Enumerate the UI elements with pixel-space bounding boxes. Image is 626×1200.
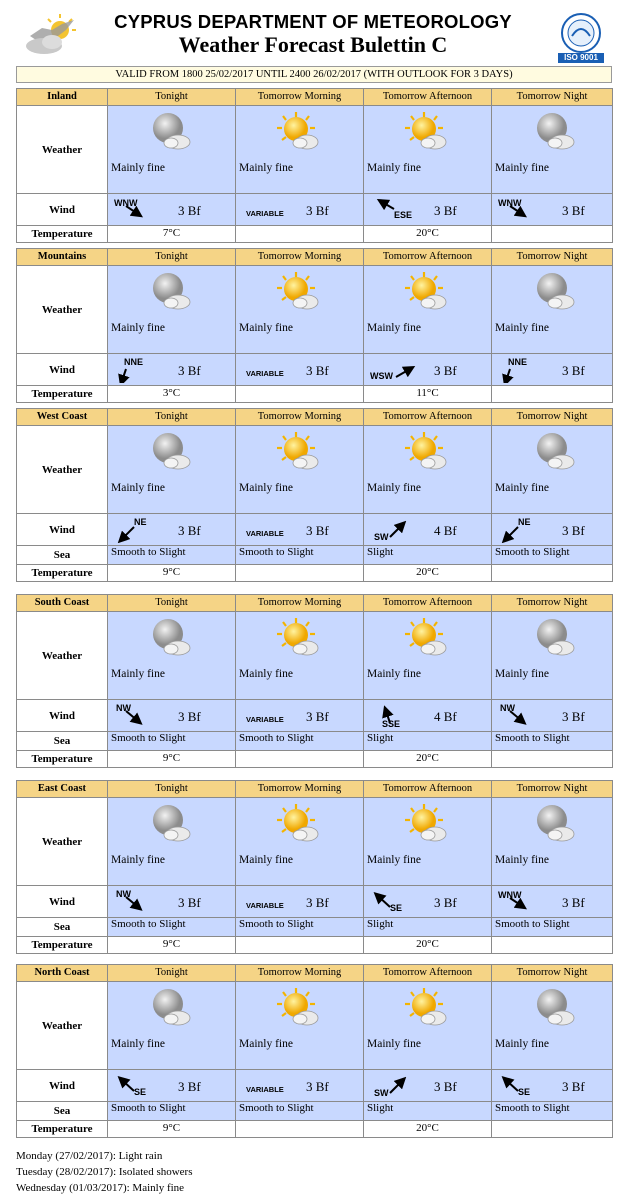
weather-cell	[236, 426, 364, 514]
sea-state: Smooth to Slight	[236, 546, 364, 565]
wind-force: 3 Bf	[306, 363, 329, 378]
validity-banner: VALID FROM 1800 25/02/2017 UNTIL 2400 26/02/2017 (WITH OUTLOOK FOR 3 DAYS)	[16, 66, 612, 83]
wind-direction-label: WNW	[114, 198, 138, 208]
period-header: Tomorrow Afternoon	[364, 409, 492, 426]
moon-cloud-icon	[532, 111, 578, 151]
weather-cell	[236, 798, 364, 886]
region-name: Mountains	[17, 249, 108, 266]
weather-text: Mainly fine	[495, 482, 549, 494]
temperature-day: 20°C	[364, 1121, 492, 1138]
moon-cloud-icon	[148, 803, 194, 843]
weather-text: Mainly fine	[495, 1038, 549, 1050]
wind-direction-label: WNW	[498, 198, 522, 208]
wind-direction-indicator	[496, 703, 546, 729]
sun-cloud-icon	[404, 431, 450, 471]
wind-cell	[236, 194, 364, 226]
wind-direction-label: VARIABLE	[246, 369, 284, 378]
wind-direction-indicator	[240, 703, 290, 729]
sun-cloud-icon	[276, 617, 322, 657]
period-header: Tomorrow Afternoon	[364, 249, 492, 266]
wind-cell	[364, 514, 492, 546]
wind-direction-indicator	[112, 1073, 162, 1099]
weather-cell	[236, 266, 364, 354]
wind-direction-label: SSE	[382, 719, 401, 729]
region-name: South Coast	[17, 595, 108, 612]
period-header: Tonight	[108, 89, 236, 106]
wind-direction-indicator	[112, 197, 162, 223]
weather-text: Mainly fine	[495, 322, 549, 334]
wind-force: 3 Bf	[434, 895, 457, 910]
wind-cell	[492, 194, 613, 226]
outlook-day-1: Monday (27/02/2017): Light rain	[16, 1150, 163, 1162]
period-header: Tonight	[108, 965, 236, 982]
weather-text: Mainly fine	[367, 482, 421, 494]
temperature-day: 11°C	[364, 386, 492, 403]
wind-direction-indicator	[368, 357, 418, 383]
wind-direction-label: VARIABLE	[246, 901, 284, 910]
sun-cloud-icon	[276, 803, 322, 843]
temperature-label: Temperature	[17, 937, 108, 954]
period-header: Tomorrow Night	[492, 781, 613, 798]
wind-direction-indicator	[368, 517, 418, 543]
weather-cell	[364, 106, 492, 194]
wind-direction-indicator	[112, 357, 162, 383]
temperature-empty	[492, 386, 613, 403]
period-header: Tomorrow Morning	[236, 249, 364, 266]
temperature-label: Temperature	[17, 565, 108, 582]
weather-text: Mainly fine	[111, 854, 165, 866]
sea-state: Smooth to Slight	[492, 546, 613, 565]
temperature-day: 20°C	[364, 226, 492, 243]
wind-force: 3 Bf	[562, 1079, 585, 1094]
moon-cloud-icon	[148, 431, 194, 471]
temperature-empty	[492, 937, 613, 954]
wind-cell	[108, 1070, 236, 1102]
wind-force: 3 Bf	[562, 203, 585, 218]
outlook-day-3: Wednesday (01/03/2017): Mainly fine	[16, 1182, 185, 1194]
organization-name: CYPRUS DEPARTMENT OF METEOROLOGY	[114, 11, 512, 32]
wind-direction-indicator	[112, 517, 162, 543]
weather-cell	[492, 612, 613, 700]
weather-text: Mainly fine	[111, 482, 165, 494]
temperature-empty	[492, 226, 613, 243]
wind-force: 3 Bf	[178, 523, 201, 538]
wind-direction-indicator	[240, 1073, 290, 1099]
temperature-night: 3°C	[108, 386, 236, 403]
moon-cloud-icon	[532, 271, 578, 311]
sun-cloud-icon	[276, 431, 322, 471]
sun-cloud-icon	[404, 271, 450, 311]
wind-label: Wind	[17, 354, 108, 386]
wind-direction-label: NW	[500, 703, 515, 713]
period-header: Tomorrow Morning	[236, 595, 364, 612]
period-header: Tonight	[108, 409, 236, 426]
weather-text: Mainly fine	[367, 322, 421, 334]
sea-state: Smooth to Slight	[236, 1102, 364, 1121]
weather-cell	[492, 982, 613, 1070]
wind-force: 3 Bf	[178, 203, 201, 218]
wind-cell	[108, 354, 236, 386]
wind-label: Wind	[17, 1070, 108, 1102]
period-header: Tomorrow Morning	[236, 89, 364, 106]
moon-cloud-icon	[148, 987, 194, 1027]
sea-state: Smooth to Slight	[108, 918, 236, 937]
wind-force: 3 Bf	[306, 523, 329, 538]
region-section-mountains	[16, 248, 612, 403]
sun-cloud-icon	[404, 803, 450, 843]
moon-cloud-icon	[532, 617, 578, 657]
wind-direction-label: VARIABLE	[246, 1085, 284, 1094]
wind-force: 3 Bf	[178, 895, 201, 910]
weather-text: Mainly fine	[367, 854, 421, 866]
moon-cloud-icon	[148, 617, 194, 657]
weather-text: Mainly fine	[239, 322, 293, 334]
period-header: Tomorrow Afternoon	[364, 965, 492, 982]
wind-direction-label: NW	[116, 703, 131, 713]
moon-cloud-icon	[532, 803, 578, 843]
weather-text: Mainly fine	[239, 854, 293, 866]
weather-text: Mainly fine	[495, 162, 549, 174]
period-header: Tomorrow Morning	[236, 965, 364, 982]
wind-cell	[236, 354, 364, 386]
weather-cell	[108, 106, 236, 194]
sea-state: Smooth to Slight	[492, 918, 613, 937]
temperature-empty	[492, 751, 613, 768]
wind-cell	[364, 1070, 492, 1102]
wind-label: Wind	[17, 886, 108, 918]
temperature-night: 9°C	[108, 1121, 236, 1138]
weather-cell	[108, 426, 236, 514]
page-header	[0, 0, 626, 62]
wind-direction-label: VARIABLE	[246, 715, 284, 724]
weather-cell	[108, 798, 236, 886]
outlook-day-2: Tuesday (28/02/2017): Isolated showers	[16, 1166, 193, 1178]
sea-state: Slight	[364, 1102, 492, 1121]
temperature-label: Temperature	[17, 226, 108, 243]
sun-cloud-icon	[404, 617, 450, 657]
weather-text: Mainly fine	[367, 162, 421, 174]
wind-force: 4 Bf	[434, 523, 457, 538]
wind-direction-indicator	[496, 357, 546, 383]
wind-direction-label: SW	[374, 532, 389, 542]
weather-text: Mainly fine	[111, 162, 165, 174]
sea-state: Slight	[364, 918, 492, 937]
sun-cloud-icon	[276, 987, 322, 1027]
wind-direction-indicator	[112, 703, 162, 729]
weather-label: Weather	[17, 426, 108, 514]
wind-cell	[492, 1070, 613, 1102]
wind-direction-indicator	[112, 889, 162, 915]
wind-label: Wind	[17, 194, 108, 226]
sun-cloud-icon	[404, 987, 450, 1027]
wind-force: 3 Bf	[562, 523, 585, 538]
wind-cell	[236, 700, 364, 732]
wind-direction-label: VARIABLE	[246, 529, 284, 538]
weather-label: Weather	[17, 612, 108, 700]
weather-text: Mainly fine	[239, 668, 293, 680]
wind-direction-indicator	[368, 1073, 418, 1099]
wind-force: 3 Bf	[434, 363, 457, 378]
wind-direction-indicator	[496, 517, 546, 543]
weather-label: Weather	[17, 798, 108, 886]
wind-force: 3 Bf	[434, 1079, 457, 1094]
region-section-south-coast	[16, 594, 612, 768]
weather-text: Mainly fine	[367, 668, 421, 680]
sea-state: Smooth to Slight	[108, 732, 236, 751]
temperature-label: Temperature	[17, 386, 108, 403]
wind-cell	[236, 1070, 364, 1102]
wind-force: 3 Bf	[178, 363, 201, 378]
period-header: Tomorrow Afternoon	[364, 781, 492, 798]
period-header: Tomorrow Afternoon	[364, 595, 492, 612]
wind-direction-label: SW	[374, 1088, 389, 1098]
weather-cell	[364, 982, 492, 1070]
wind-direction-label: NE	[518, 517, 531, 527]
sea-state: Slight	[364, 732, 492, 751]
wind-force: 3 Bf	[178, 1079, 201, 1094]
sea-state: Smooth to Slight	[108, 546, 236, 565]
wind-direction-label: NE	[134, 517, 147, 527]
weather-cell	[492, 266, 613, 354]
temperature-label: Temperature	[17, 751, 108, 768]
wind-force: 3 Bf	[562, 363, 585, 378]
temperature-day: 20°C	[364, 937, 492, 954]
region-name: North Coast	[17, 965, 108, 982]
weather-text: Mainly fine	[495, 854, 549, 866]
weather-text: Mainly fine	[495, 668, 549, 680]
sea-label: Sea	[17, 1102, 108, 1121]
temperature-empty	[236, 386, 364, 403]
wind-direction-indicator	[368, 197, 418, 223]
wind-direction-label: SE	[134, 1087, 147, 1097]
sea-state: Smooth to Slight	[236, 732, 364, 751]
period-header: Tomorrow Morning	[236, 781, 364, 798]
wind-direction-label: WSW	[370, 371, 393, 381]
weather-cell	[364, 798, 492, 886]
wind-direction-label: NNE	[124, 357, 144, 367]
temperature-empty	[492, 1121, 613, 1138]
wind-direction-label: WNW	[498, 890, 522, 900]
wind-cell	[108, 194, 236, 226]
wind-direction-label: NW	[116, 889, 131, 899]
wind-direction-indicator	[496, 197, 546, 223]
moon-cloud-icon	[532, 431, 578, 471]
wind-cell	[236, 514, 364, 546]
sea-state: Smooth to Slight	[492, 1102, 613, 1121]
wind-direction-label: NNE	[508, 357, 528, 367]
temperature-night: 9°C	[108, 937, 236, 954]
bulletin-title: Weather Forecast Bulettin C	[178, 32, 448, 57]
moon-cloud-icon	[148, 111, 194, 151]
wind-direction-indicator	[240, 197, 290, 223]
weather-text: Mainly fine	[239, 1038, 293, 1050]
sun-cloud-icon	[276, 111, 322, 151]
wind-force: 3 Bf	[306, 709, 329, 724]
wind-force: 3 Bf	[306, 895, 329, 910]
temperature-empty	[236, 565, 364, 582]
wind-cell	[492, 354, 613, 386]
weather-cell	[492, 798, 613, 886]
region-name: Inland	[17, 89, 108, 106]
temperature-label: Temperature	[17, 1121, 108, 1138]
weather-text: Mainly fine	[367, 1038, 421, 1050]
wind-direction-indicator	[240, 357, 290, 383]
wind-direction-indicator	[368, 703, 418, 729]
weather-label: Weather	[17, 106, 108, 194]
wind-cell	[492, 886, 613, 918]
weather-cell	[364, 266, 492, 354]
wind-cell	[364, 886, 492, 918]
wind-force: 3 Bf	[306, 1079, 329, 1094]
sun-cloud-icon	[404, 111, 450, 151]
period-header: Tomorrow Night	[492, 249, 613, 266]
moon-cloud-icon	[532, 987, 578, 1027]
period-header: Tonight	[108, 595, 236, 612]
region-section-west-coast	[16, 408, 612, 582]
wind-direction-label: VARIABLE	[246, 209, 284, 218]
wind-force: 3 Bf	[178, 709, 201, 724]
wind-direction-label: ESE	[394, 210, 413, 220]
wind-force: 3 Bf	[562, 895, 585, 910]
weather-text: Mainly fine	[239, 482, 293, 494]
period-header: Tomorrow Night	[492, 89, 613, 106]
weather-text: Mainly fine	[239, 162, 293, 174]
wind-cell	[364, 194, 492, 226]
weather-cell	[492, 106, 613, 194]
weather-cell	[236, 106, 364, 194]
sun-cloud-icon	[276, 271, 322, 311]
wind-direction-indicator	[496, 889, 546, 915]
region-name: West Coast	[17, 409, 108, 426]
wind-cell	[492, 514, 613, 546]
weather-label: Weather	[17, 266, 108, 354]
wind-direction-indicator	[240, 889, 290, 915]
weather-label: Weather	[17, 982, 108, 1070]
period-header: Tomorrow Night	[492, 409, 613, 426]
period-header: Tonight	[108, 249, 236, 266]
sea-state: Smooth to Slight	[236, 918, 364, 937]
period-header: Tonight	[108, 781, 236, 798]
wind-cell	[108, 700, 236, 732]
wind-cell	[108, 514, 236, 546]
sea-label: Sea	[17, 918, 108, 937]
wind-direction-indicator	[496, 1073, 546, 1099]
sea-label: Sea	[17, 546, 108, 565]
weather-cell	[236, 982, 364, 1070]
wind-force: 4 Bf	[434, 709, 457, 724]
weather-text: Mainly fine	[111, 668, 165, 680]
temperature-empty	[236, 226, 364, 243]
wind-force: 3 Bf	[434, 203, 457, 218]
temperature-night: 9°C	[108, 751, 236, 768]
temperature-day: 20°C	[364, 751, 492, 768]
iso-label: ISO 9001	[564, 53, 598, 62]
wind-label: Wind	[17, 700, 108, 732]
weather-cell	[236, 612, 364, 700]
temperature-empty	[492, 565, 613, 582]
wind-cell	[492, 700, 613, 732]
wind-direction-label: SE	[390, 903, 403, 913]
wind-cell	[364, 354, 492, 386]
wind-force: 3 Bf	[562, 709, 585, 724]
sea-state: Smooth to Slight	[492, 732, 613, 751]
sea-state: Slight	[364, 546, 492, 565]
wind-direction-indicator	[240, 517, 290, 543]
weather-text: Mainly fine	[111, 322, 165, 334]
weather-cell	[108, 266, 236, 354]
weather-cell	[364, 612, 492, 700]
region-section-east-coast	[16, 780, 612, 954]
moon-cloud-icon	[148, 271, 194, 311]
temperature-night: 9°C	[108, 565, 236, 582]
temperature-night: 7°C	[108, 226, 236, 243]
period-header: Tomorrow Afternoon	[364, 89, 492, 106]
period-header: Tomorrow Night	[492, 595, 613, 612]
wind-force: 3 Bf	[306, 203, 329, 218]
region-section-north-coast	[16, 964, 612, 1138]
period-header: Tomorrow Morning	[236, 409, 364, 426]
wind-direction-label: SE	[518, 1087, 531, 1097]
weather-cell	[492, 426, 613, 514]
outlook	[16, 1148, 193, 1196]
region-section-inland	[16, 88, 612, 243]
weather-cell	[364, 426, 492, 514]
weather-cell	[108, 982, 236, 1070]
region-name: East Coast	[17, 781, 108, 798]
sea-label: Sea	[17, 732, 108, 751]
wind-cell	[236, 886, 364, 918]
wind-cell	[364, 700, 492, 732]
weather-text: Mainly fine	[111, 1038, 165, 1050]
wind-direction-indicator	[368, 889, 418, 915]
period-header: Tomorrow Night	[492, 965, 613, 982]
temperature-day: 20°C	[364, 565, 492, 582]
wind-label: Wind	[17, 514, 108, 546]
wind-cell	[108, 886, 236, 918]
weather-cell	[108, 612, 236, 700]
sea-state: Smooth to Slight	[108, 1102, 236, 1121]
temperature-empty	[236, 1121, 364, 1138]
temperature-empty	[236, 751, 364, 768]
temperature-empty	[236, 937, 364, 954]
